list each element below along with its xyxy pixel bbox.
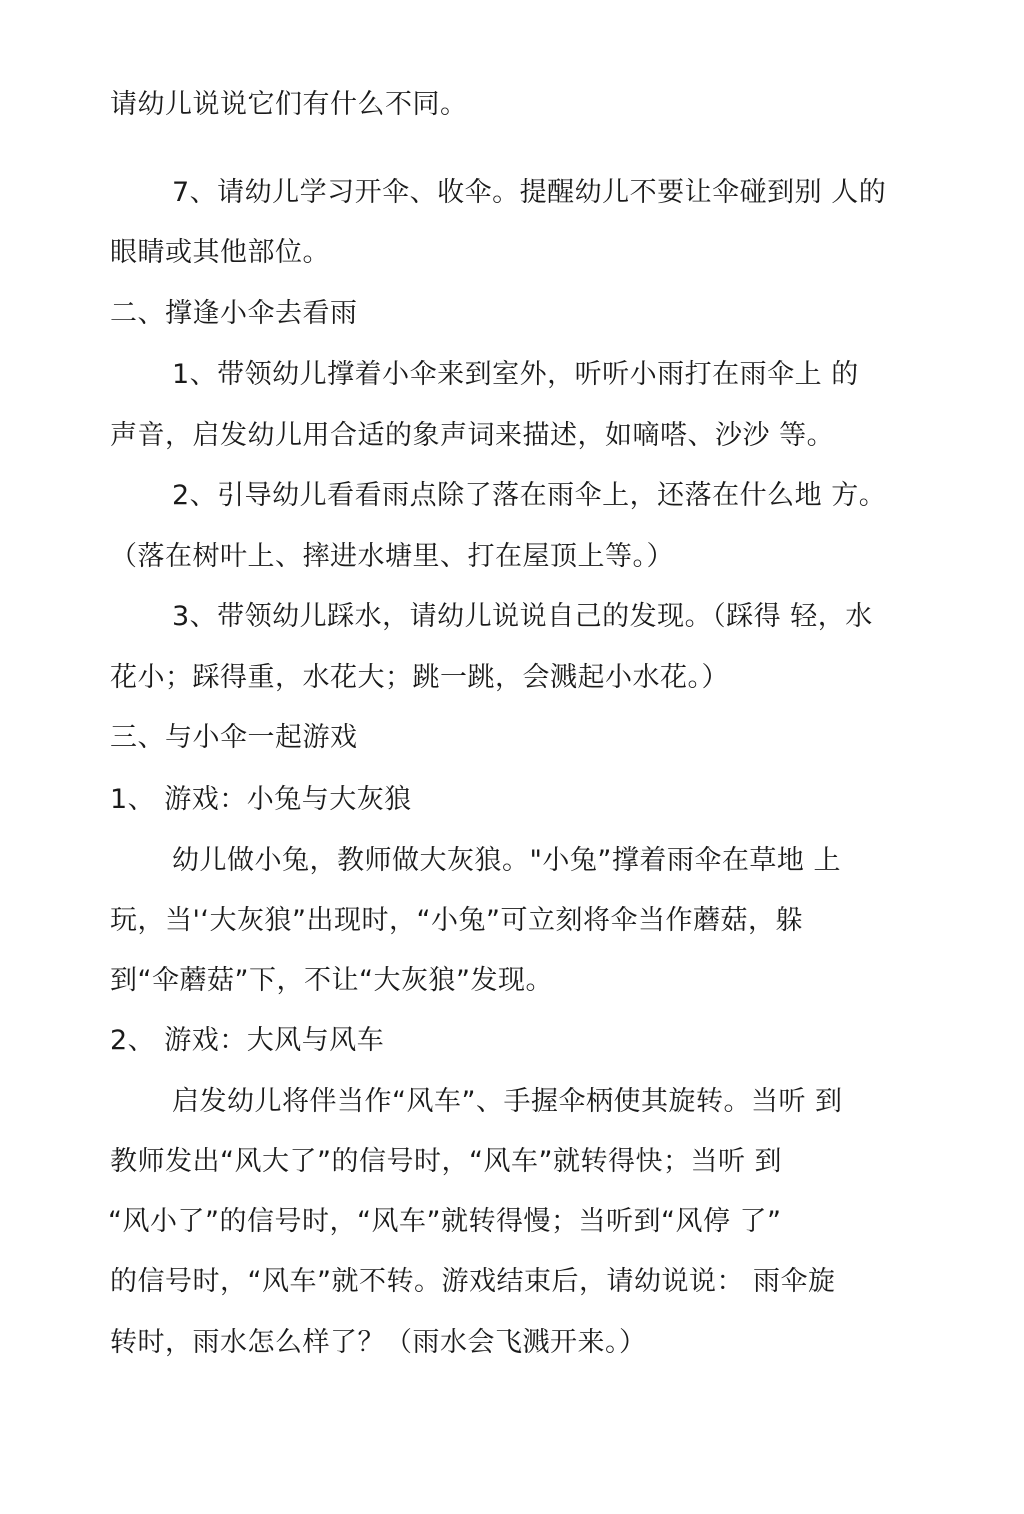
section-heading: 三、与小伞一起游戏 [110,722,358,753]
paragraph-line: 幼儿做小兔，教师做大灰狼。"小兔”撑着雨伞在草地 上 [172,845,841,876]
paragraph-line: 2、引导幼儿看看雨点除了落在雨伞上，还落在什么地 方。 [172,480,887,511]
paragraph-line: 7、请幼儿学习开伞、收伞。提醒幼儿不要让伞碰到别 人的 [172,177,887,208]
paragraph-line: 3、带领幼儿踩水，请幼儿说说自己的发现。（踩得 轻，水 [172,601,873,632]
paragraph-line: 的信号时，“风车”就不转。游戏结束后，请幼说说： 雨伞旋 [110,1266,836,1297]
paragraph-line: 教师发出“风大了”的信号时，“风车”就转得快；当听 到 [110,1146,783,1177]
paragraph-line: 花小；踩得重，水花大；跳一跳，会溅起小水花。） [110,662,729,693]
paragraph-line: “风小了”的信号时，“风车”就转得慢；当听到“风停 了” [108,1206,782,1237]
paragraph-line: 声音，启发幼儿用合适的象声词来描述，如嘀嗒、沙沙 等。 [110,420,835,451]
paragraph-line: 眼睛或其他部位。 [110,237,330,268]
paragraph-line: 请幼儿说说它们有什么不同。 [110,89,468,120]
paragraph-line: 启发幼儿将伴当作“风车”、手握伞柄使其旋转。当听 到 [172,1086,843,1117]
paragraph-line: 转时，雨水怎么样了？（雨水会飞溅开来。） [110,1327,647,1358]
paragraph-line: 玩，当'‘大灰狼”出现时，“小兔”可立刻将伞当作蘑菇，躲 [110,905,803,936]
paragraph-line: 到“伞蘑菇”下，不让“大灰狼”发现。 [110,965,553,996]
paragraph-line: 1、带领幼儿撑着小伞来到室外，听听小雨打在雨伞上 的 [172,359,859,390]
subsection-heading: 2、 游戏：大风与风车 [110,1025,385,1056]
subsection-heading: 1、 游戏：小兔与大灰狼 [110,784,412,815]
paragraph-line: （落在树叶上、摔进水塘里、打在屋顶上等。） [110,541,674,572]
section-heading: 二、撑逢小伞去看雨 [110,298,358,329]
